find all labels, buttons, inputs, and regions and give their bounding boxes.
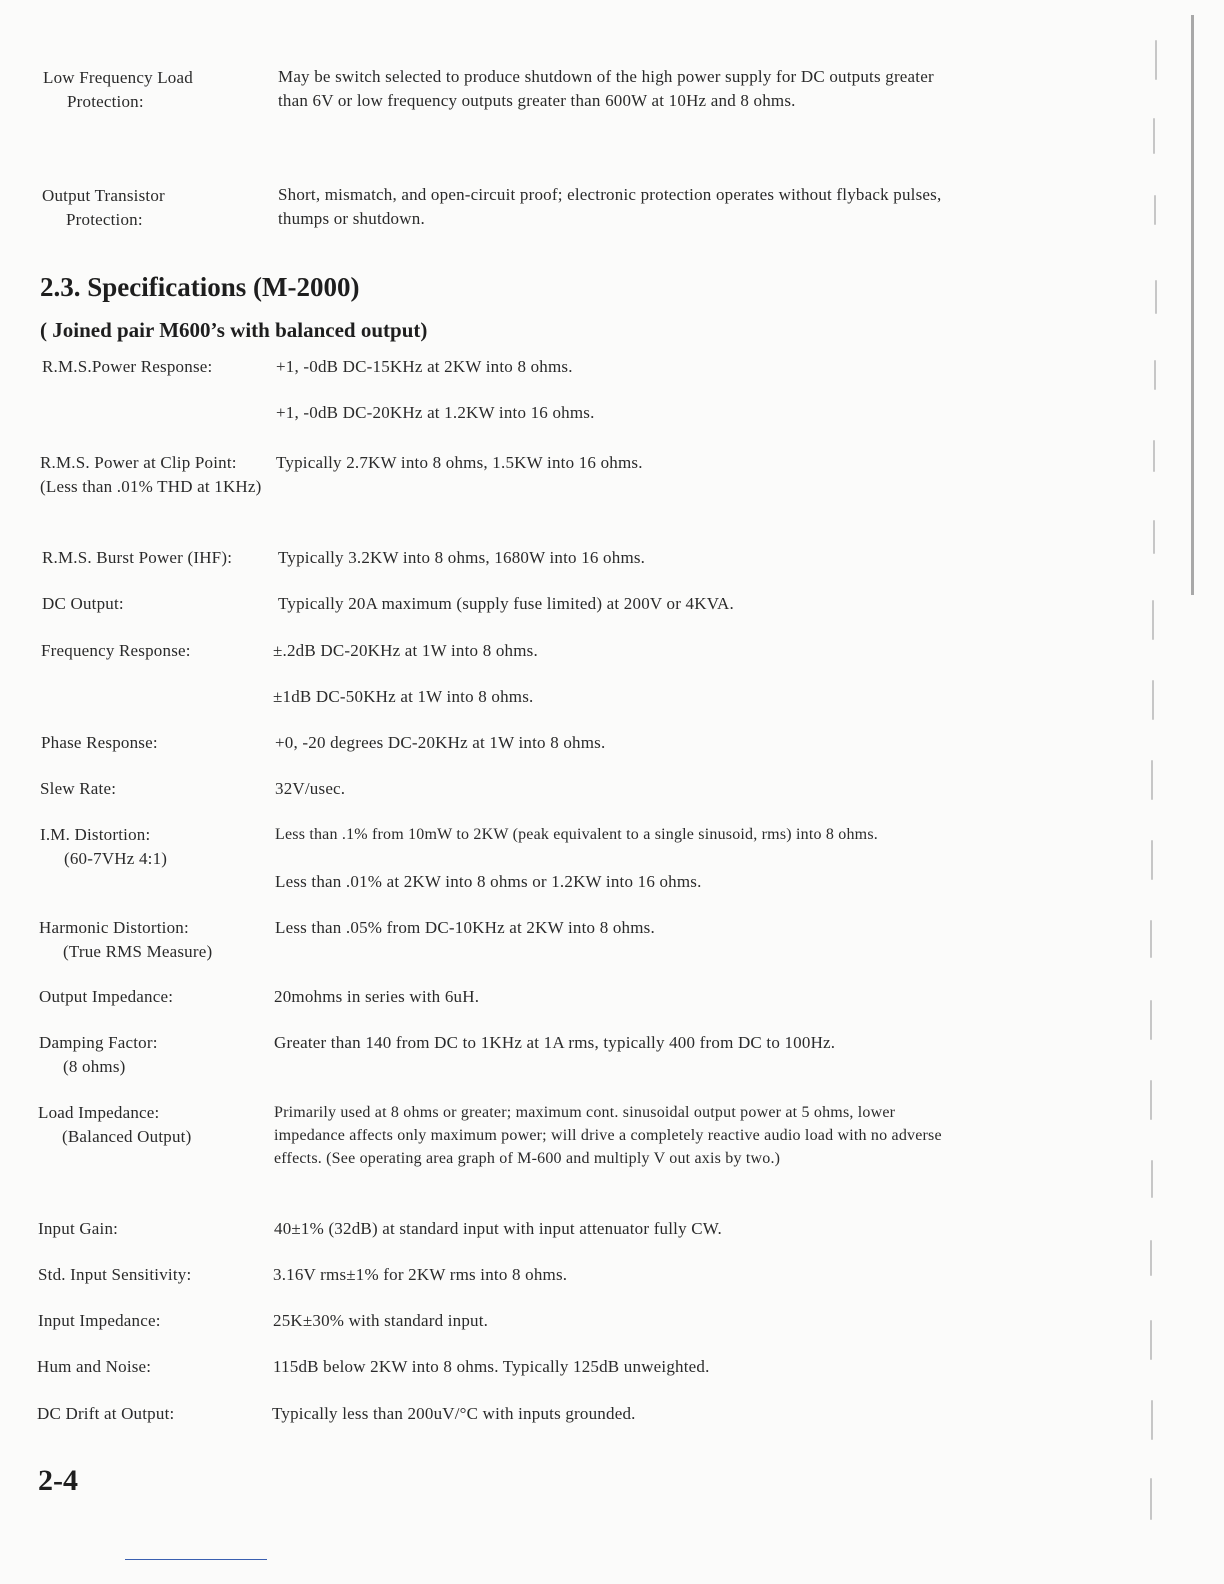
spec-label-harmonic-distortion xyxy=(39,916,271,964)
margin-mark xyxy=(1152,600,1154,640)
spec-label: R.M.S. Power at Clip Point: (Less than .01% THD at 1KHz) xyxy=(40,453,262,496)
spec-label: Slew Rate: xyxy=(40,779,117,798)
spec-value: 25K±30% with standard input. xyxy=(273,1311,489,1330)
spec-value: Less than .01% at 2KW into 8 ohms or 1.2KW into 16 ohms. xyxy=(275,872,702,891)
margin-mark xyxy=(1152,680,1154,720)
spec-value: Typically 2.7KW into 8 ohms, 1.5KW into 16 ohms. xyxy=(276,453,643,472)
margin-mark xyxy=(1150,1000,1152,1040)
spec-value: +0, -20 degrees DC-20KHz at 1W into 8 ohms. xyxy=(275,733,606,752)
margin-mark xyxy=(1154,360,1156,390)
spec-label-sub: (8 ohms) xyxy=(63,1057,126,1076)
spec-label-text: I.M. Distortion: xyxy=(40,825,151,844)
spec-label-sub: Protection: xyxy=(66,210,143,229)
section-subheading: ( Joined pair M600’s with balanced output) xyxy=(40,318,428,342)
margin-mark xyxy=(1150,1080,1152,1120)
spec-label-text: Low Frequency Load xyxy=(43,68,193,87)
spec-label-sub: (True RMS Measure) xyxy=(63,942,213,961)
margin-mark xyxy=(1153,118,1155,154)
spec-label-text: Load Impedance: xyxy=(38,1103,160,1122)
spec-label: Output Impedance: xyxy=(39,987,174,1006)
spec-label: Input Gain: xyxy=(38,1219,119,1238)
spec-value: 20mohms in series with 6uH. xyxy=(274,987,480,1006)
spec-label: Hum and Noise: xyxy=(37,1357,152,1376)
margin-mark xyxy=(1151,760,1153,800)
spec-label-text: Output Transistor xyxy=(42,186,165,205)
spec-value-lf-load: May be switch selected to produce shutdown of the high power supply for DC outputs greater than 6V or low frequency outputs greater than 600W at 10Hz and 8 ohms. xyxy=(278,67,934,110)
margin-mark xyxy=(1150,1240,1152,1276)
spec-label: DC Output: xyxy=(42,594,124,613)
spec-label-sub: (Balanced Output) xyxy=(62,1127,192,1146)
spec-value: +1, -0dB DC-15KHz at 2KW into 8 ohms. xyxy=(276,357,573,376)
spec-value: 115dB below 2KW into 8 ohms. Typically 125dB unweighted. xyxy=(273,1357,710,1376)
spec-value: 3.16V rms±1% for 2KW rms into 8 ohms. xyxy=(273,1265,568,1284)
binding-edge xyxy=(1191,15,1194,595)
spec-label: Phase Response: xyxy=(41,733,158,752)
spec-label: Input Impedance: xyxy=(38,1311,161,1330)
section-heading: 2.3. Specifications (M-2000) xyxy=(40,272,360,302)
spec-label: R.M.S.Power Response: xyxy=(42,357,213,376)
spec-label-output-transistor xyxy=(42,184,274,232)
spec-value-output-transistor: Short, mismatch, and open-circuit proof; electronic protection operates without flyback pulses, thumps or shutdown. xyxy=(278,185,942,228)
margin-mark xyxy=(1153,520,1155,554)
spec-value: Typically 20A maximum (supply fuse limited) at 200V or 4KVA. xyxy=(278,594,734,613)
spec-value: ±.2dB DC-20KHz at 1W into 8 ohms. xyxy=(273,641,538,660)
spec-value: Primarily used at 8 ohms or greater; maximum cont. sinusoidal output power at 5 ohms, lower impedance affects only maximum power; will drive a completely reactive audio load with no adverse effects. (See operating area graph of M-600 and multiply V out axis by two.) xyxy=(274,1104,942,1167)
spec-value: Less than .05% from DC-10KHz at 2KW into 8 ohms. xyxy=(275,918,655,937)
margin-mark xyxy=(1155,40,1157,80)
spec-label-lf-load xyxy=(43,66,275,114)
spec-value: +1, -0dB DC-20KHz at 1.2KW into 16 ohms. xyxy=(276,403,595,422)
spec-label: DC Drift at Output: xyxy=(37,1404,175,1423)
spec-value: Greater than 140 from DC to 1KHz at 1A rms, typically 400 from DC to 100Hz. xyxy=(274,1033,836,1052)
margin-mark xyxy=(1150,1478,1152,1520)
spec-value: 32V/usec. xyxy=(275,779,346,798)
spec-value: Typically 3.2KW into 8 ohms, 1680W into 16 ohms. xyxy=(278,548,646,567)
spec-label-load-impedance xyxy=(38,1101,270,1149)
spec-label: Std. Input Sensitivity: xyxy=(38,1265,192,1284)
margin-mark xyxy=(1151,1400,1153,1440)
spec-label: R.M.S. Burst Power (IHF): xyxy=(42,548,233,567)
spec-label-text: Harmonic Distortion: xyxy=(39,918,189,937)
spec-label-text: Damping Factor: xyxy=(39,1033,158,1052)
spec-value: Less than .1% from 10mW to 2KW (peak equivalent to a single sinusoid, rms) into 8 ohms. xyxy=(275,826,878,843)
margin-mark xyxy=(1151,840,1153,880)
spec-label: Frequency Response: xyxy=(41,641,191,660)
margin-mark xyxy=(1154,195,1156,225)
spec-value: Typically less than 200uV/°C with inputs grounded. xyxy=(272,1404,636,1423)
margin-mark xyxy=(1150,920,1152,958)
margin-mark xyxy=(1153,440,1155,472)
spec-label-im-distortion xyxy=(40,823,272,871)
spec-label-sub: Protection: xyxy=(67,92,144,111)
page-number: 2-4 xyxy=(38,1464,78,1497)
spec-label-damping-factor xyxy=(39,1031,271,1079)
footer-rule xyxy=(125,1559,267,1560)
margin-mark xyxy=(1155,280,1157,314)
spec-label-sub: (60-7VHz 4:1) xyxy=(64,849,168,868)
margin-mark xyxy=(1150,1320,1152,1360)
spec-value: ±1dB DC-50KHz at 1W into 8 ohms. xyxy=(273,687,534,706)
spec-value: 40±1% (32dB) at standard input with input attenuator fully CW. xyxy=(274,1219,722,1238)
margin-mark xyxy=(1151,1160,1153,1198)
